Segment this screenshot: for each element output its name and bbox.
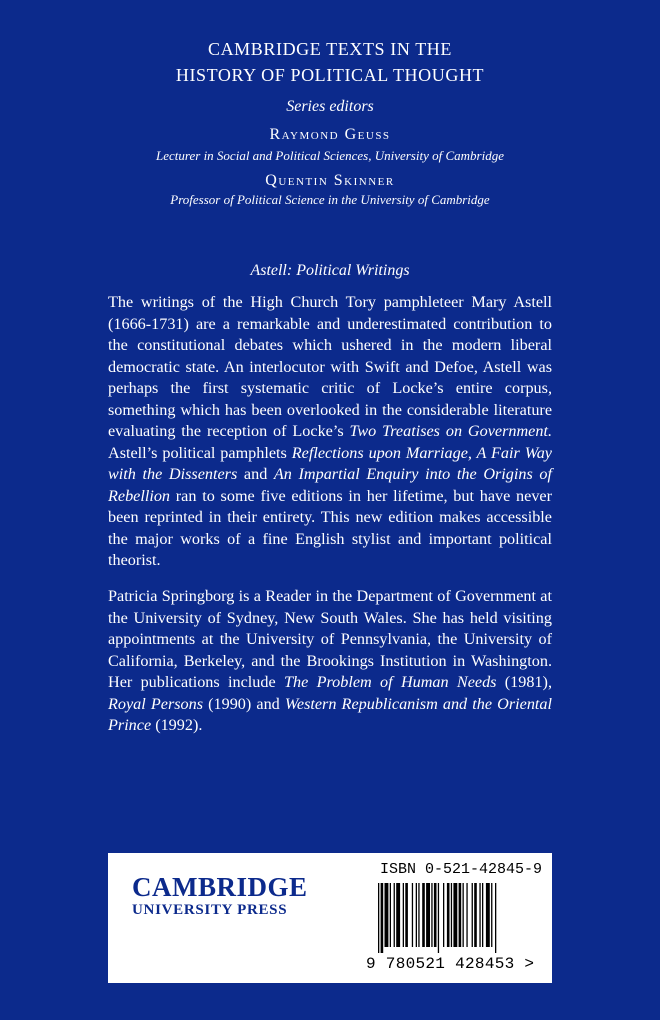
author-bio: Patricia Springborg is a Reader in the Department of Government at the University of Sydney, New South Wales. She has held visiting appointments at the University of Pennsylvania, the University of California, Berkeley, and the Brookings Institution in Washington. Her publications include The Problem of Human Needs (1981), Royal Persons (1990) and Western Republicanism and the Oriental Prince (1992). xyxy=(108,587,552,734)
editor-role: Lecturer in Social and Political Sciences, University of Cambridge xyxy=(156,148,504,163)
isbn-label: ISBN 0-521-42845-9 xyxy=(380,861,543,878)
barcode-panel xyxy=(108,853,552,983)
barcode xyxy=(376,883,540,953)
editor-role: Professor of Political Science in the University of Cambridge xyxy=(170,192,490,207)
editor-name: Raymond Geuss xyxy=(269,126,391,143)
book-description: The writings of the High Church Tory pamphleteer Mary Astell (1666-1731) are a remarkable and underestimated contribution to the constitutional debates which ushered in the modern liberal democratic state. An interlocutor with Swift and Defoe, Astell was perhaps the first systematic critic of Locke’s entire corpus, something which has been overlooked in the considerable literature evaluating the reception of Locke’s Two Treatises on Government. Astell’s political pamphlets Reflections upon Marriage, A Fair Way with the Dissenters and An Impartial Enquiry into the Origins of Rebellion ran to some five editions in her lifetime, but have never been reprinted in their entirety. This new edition makes accessible the major works of a fine English stylist and important political theorist. xyxy=(108,293,553,569)
barcode-digits: 9 780521 428453 > xyxy=(366,955,535,973)
publisher-name: CAMBRIDGE xyxy=(132,872,308,902)
series-editors-label: Series editors xyxy=(286,98,374,115)
book-title: Astell: Political Writings xyxy=(250,262,410,279)
publisher-subname: UNIVERSITY PRESS xyxy=(132,902,288,918)
publisher-logo xyxy=(132,873,308,919)
editor-name: Quentin Skinner xyxy=(265,172,395,189)
series-title-line1: CAMBRIDGE TEXTS IN THE xyxy=(207,39,453,59)
series-title-line2: HISTORY OF POLITICAL THOUGHT xyxy=(175,65,485,85)
